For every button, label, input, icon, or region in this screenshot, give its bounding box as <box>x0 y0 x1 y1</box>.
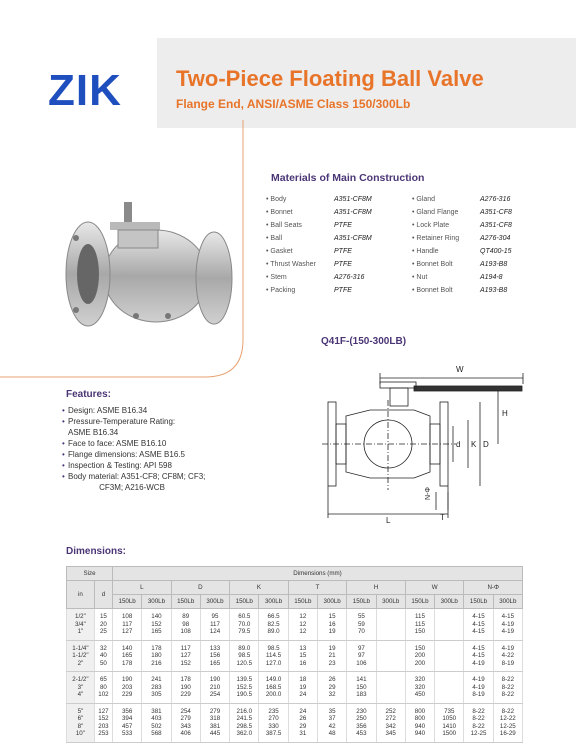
header-group: W <box>405 581 464 595</box>
features-list <box>62 405 205 493</box>
header-class: 150Lb <box>171 595 200 609</box>
header-class: 150Lb <box>230 595 259 609</box>
material-row <box>412 245 512 258</box>
material-part: • Bonnet Bolt <box>412 261 453 268</box>
table-cell: 230 250 356 453 <box>347 703 376 742</box>
table-cell: 149.0 168.5 200.0 <box>259 672 288 704</box>
label-k: K <box>471 440 477 449</box>
label-n-phi: N-Φ <box>425 487 432 500</box>
table-cell: 98.5 114.5 127.0 <box>259 640 288 672</box>
material-row <box>266 284 372 297</box>
table-cell: 26 29 32 <box>317 672 346 704</box>
material-part: • Packing <box>266 287 296 294</box>
header-group: N-Φ <box>464 581 523 595</box>
material-value: A351-CF8 <box>480 222 512 229</box>
material-row <box>412 232 512 245</box>
table-cell: 735 1050 1410 1500 <box>435 703 464 742</box>
material-part: • Thrust Washer <box>266 261 316 268</box>
table-cell: 66.5 82.5 89.0 <box>259 609 288 641</box>
table-cell: 4-15 4-15 4-19 <box>464 640 493 672</box>
material-row <box>266 206 372 219</box>
material-part: • Body <box>266 196 287 203</box>
header-group: K <box>230 581 289 595</box>
table-cell: 19 21 23 <box>317 640 346 672</box>
material-row <box>412 206 512 219</box>
table-cell: 55 59 70 <box>347 609 376 641</box>
page-title: Two-Piece Floating Ball Valve <box>176 66 484 91</box>
material-part: • Bonnet Bolt <box>412 287 453 294</box>
header-class: 150Lb <box>464 595 493 609</box>
table-cell <box>376 609 405 641</box>
table-row <box>67 672 523 704</box>
table-cell: 60.5 70.0 79.5 <box>230 609 259 641</box>
header-d: d <box>94 581 112 609</box>
material-row <box>412 284 512 297</box>
header-group: D <box>171 581 230 595</box>
table-cell: 5" 6" 8" 10" <box>67 703 95 742</box>
table-cell: 139.5 152.5 190.5 <box>230 672 259 704</box>
material-value: A351-CF8M <box>334 235 372 242</box>
header-class: 300Lb <box>317 595 346 609</box>
table-cell <box>435 640 464 672</box>
table-cell: 13 15 16 <box>288 640 317 672</box>
header-class: 300Lb <box>435 595 464 609</box>
feature-item: • Pressure-Temperature Rating: ASME B16.34 <box>62 416 205 438</box>
material-value: A193-B8 <box>480 287 508 294</box>
header-dimensions-mm: Dimensions (mm) <box>113 567 523 581</box>
table-cell: 1/2" 3/4" 1" <box>67 609 95 641</box>
brand-logo: ZIK <box>48 66 122 115</box>
table-cell: 115 115 150 <box>405 609 434 641</box>
table-cell: 241 283 305 <box>142 672 171 704</box>
table-cell: 117 127 152 <box>171 640 200 672</box>
material-value: A351-CF8M <box>334 209 372 216</box>
material-part: • Handle <box>412 248 439 255</box>
header-class: 150Lb <box>347 595 376 609</box>
material-part: • Bonnet <box>266 209 293 216</box>
header-in: in <box>67 581 95 609</box>
table-row <box>67 703 523 742</box>
material-row <box>266 258 372 271</box>
label-d: D <box>483 440 489 449</box>
table-cell: 252 272 342 345 <box>376 703 405 742</box>
table-cell: 15 20 25 <box>94 609 112 641</box>
valve-photo <box>58 198 238 338</box>
label-l: L <box>386 516 391 525</box>
feature-item: • Design: ASME B16.34 <box>62 405 205 416</box>
table-cell: 4-19 4-19 8-19 <box>464 672 493 704</box>
materials-left-column <box>266 193 372 297</box>
material-value: PTFE <box>334 261 352 268</box>
table-cell: 190 203 229 <box>113 672 142 704</box>
table-cell: 216.0 241.5 298.5 362.0 <box>230 703 259 742</box>
material-row <box>412 193 512 206</box>
table-cell: 108 117 127 <box>113 609 142 641</box>
material-part: • Nut <box>412 274 428 281</box>
header-group: H <box>347 581 406 595</box>
material-value: A351-CF8 <box>480 209 512 216</box>
table-cell: 141 150 183 <box>347 672 376 704</box>
table-cell: 65 80 102 <box>94 672 112 704</box>
material-part: • Retainer Ring <box>412 235 460 242</box>
table-cell <box>435 609 464 641</box>
table-cell: 133 156 165 <box>200 640 229 672</box>
materials-title: Materials of Main Construction <box>271 172 425 184</box>
header-class: 300Lb <box>493 595 522 609</box>
materials-right-column <box>412 193 512 297</box>
table-cell: 8-22 8-22 8-22 <box>493 672 522 704</box>
table-cell: 15 16 19 <box>317 609 346 641</box>
material-row <box>412 219 512 232</box>
feature-item: • Flange dimensions: ASME B16.5 <box>62 449 205 460</box>
table-cell: 356 394 457 533 <box>113 703 142 742</box>
page-subtitle: Flange End, ANSI/ASME Class 150/300Lb <box>176 97 411 111</box>
material-part: • Ball Seats <box>266 222 302 229</box>
table-cell: 381 403 502 568 <box>142 703 171 742</box>
table-cell: 178 190 229 <box>171 672 200 704</box>
table-cell: 140 165 178 <box>113 640 142 672</box>
table-cell: 178 180 216 <box>142 640 171 672</box>
table-row <box>67 640 523 672</box>
table-cell: 279 318 381 445 <box>200 703 229 742</box>
dimensions-table <box>66 566 523 743</box>
header-class: 300Lb <box>376 595 405 609</box>
table-cell: 97 97 106 <box>347 640 376 672</box>
table-cell: 150 200 200 <box>405 640 434 672</box>
material-value: A193-B8 <box>480 261 508 268</box>
material-part: • Gasket <box>266 248 293 255</box>
label-w: W <box>456 365 464 374</box>
table-cell: 4-15 4-15 4-15 <box>464 609 493 641</box>
material-value: A194-8 <box>480 274 503 281</box>
header-class: 150Lb <box>288 595 317 609</box>
table-cell: 95 117 124 <box>200 609 229 641</box>
header-class: 300Lb <box>200 595 229 609</box>
material-row <box>412 258 512 271</box>
header-size: Size <box>67 567 113 581</box>
header-class: 300Lb <box>142 595 171 609</box>
material-row <box>266 271 372 284</box>
material-part: • Gland <box>412 196 436 203</box>
table-cell: 8-22 8-22 8-22 12-25 <box>464 703 493 742</box>
header-group: L <box>113 581 172 595</box>
table-cell: 32 40 50 <box>94 640 112 672</box>
material-row <box>266 232 372 245</box>
table-cell: 254 279 343 406 <box>171 703 200 742</box>
table-cell: 320 320 450 <box>405 672 434 704</box>
valve-dimension-drawing <box>318 360 528 530</box>
header-class: 150Lb <box>405 595 434 609</box>
table-cell: 140 152 165 <box>142 609 171 641</box>
table-cell: 127 152 203 253 <box>94 703 112 742</box>
material-value: A276-304 <box>480 235 511 242</box>
label-t: T <box>440 513 445 522</box>
table-cell: 4-15 4-19 4-19 <box>493 609 522 641</box>
table-cell <box>376 640 405 672</box>
features-title: Features: <box>66 389 112 400</box>
table-cell: 89.0 98.5 120.5 <box>230 640 259 672</box>
table-cell: 1-1/4" 1-1/2" 2" <box>67 640 95 672</box>
table-cell: 235 270 330 387.5 <box>259 703 288 742</box>
material-value: PTFE <box>334 287 352 294</box>
material-part: • Ball <box>266 235 283 242</box>
header-class: 300Lb <box>259 595 288 609</box>
table-cell: 89 98 108 <box>171 609 200 641</box>
material-value: A351-CF8M <box>334 196 372 203</box>
table-cell: 2-1/2" 3" 4" <box>67 672 95 704</box>
dimensions-title: Dimensions: <box>66 546 127 557</box>
header-group: T <box>288 581 347 595</box>
feature-item: • Inspection & Testing: API 598 <box>62 460 205 471</box>
material-row <box>412 271 512 284</box>
table-cell <box>435 672 464 704</box>
material-part: • Stem <box>266 274 287 281</box>
feature-item: • Body material: A351-CF8; CF8M; CF3; CF3M; A216-WCB <box>62 471 205 493</box>
label-h: H <box>502 409 508 418</box>
table-cell: 190 210 254 <box>200 672 229 704</box>
header-class: 150Lb <box>113 595 142 609</box>
feature-item: • Face to face: ASME B16.10 <box>62 438 205 449</box>
table-cell: 4-19 4-22 8-19 <box>493 640 522 672</box>
table-cell: 35 37 42 48 <box>317 703 346 742</box>
material-row <box>266 245 372 258</box>
table-cell: 12 12 12 <box>288 609 317 641</box>
material-part: • Gland Flange <box>412 209 459 216</box>
table-cell: 8-22 12-22 12-25 16-29 <box>493 703 522 742</box>
material-value: PTFE <box>334 248 352 255</box>
table-cell <box>376 672 405 704</box>
material-value: A276-316 <box>334 274 365 281</box>
material-value: A276-316 <box>480 196 511 203</box>
material-row <box>266 193 372 206</box>
table-cell: 18 19 24 <box>288 672 317 704</box>
label-d-small: d <box>456 440 461 449</box>
material-value: PTFE <box>334 222 352 229</box>
table-row <box>67 609 523 641</box>
model-number: Q41F-(150-300LB) <box>321 336 407 347</box>
table-cell: 24 26 29 31 <box>288 703 317 742</box>
material-value: QT400-15 <box>480 248 512 255</box>
material-part: • Lock Plate <box>412 222 450 229</box>
table-cell: 800 800 940 940 <box>405 703 434 742</box>
material-row <box>266 219 372 232</box>
